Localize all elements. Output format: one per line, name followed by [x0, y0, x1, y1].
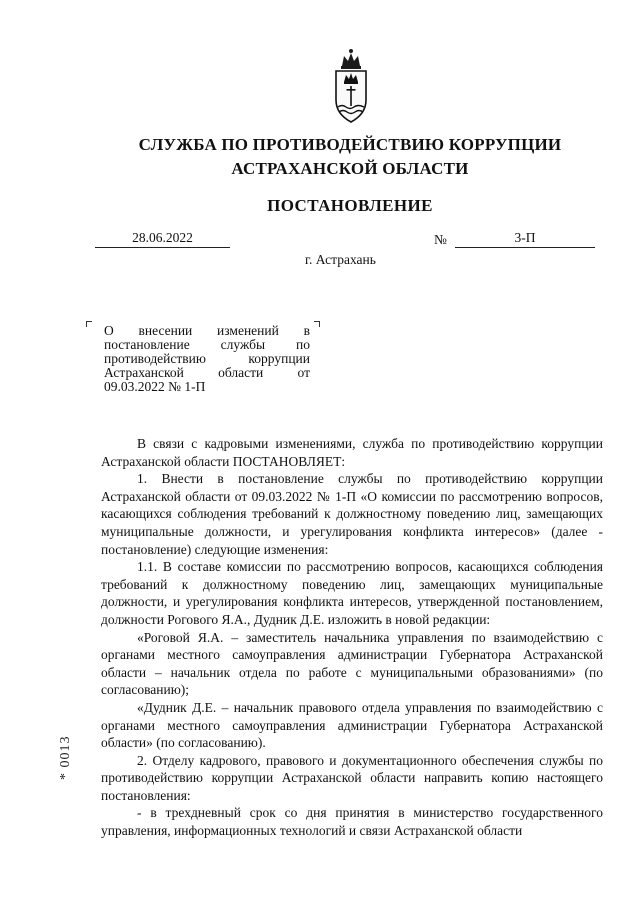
organization-title-line2: АСТРАХАНСКОЙ ОБЛАСТИ: [231, 159, 469, 178]
coat-of-arms-icon: [328, 48, 374, 126]
number-sign: №: [434, 232, 447, 247]
organization-title: [90, 133, 610, 181]
document-date: 28.06.2022: [95, 230, 230, 248]
document-type-heading: ПОСТАНОВЛЕНИЕ: [267, 196, 433, 215]
document-city: г. Астрахань: [305, 252, 376, 267]
body-paragraph: 2. Отделу кадрового, правового и документационного обеспечения службы по противодействию коррупции Астраханской области направить копию настоящего постановления:: [101, 752, 603, 803]
body-paragraph: - в трехдневный срок со дня принятия в министерство государственного управления, информационных технологий и связи Астраханской области: [101, 805, 603, 839]
document-subject: О внесении изменений в постановление службы по противодействию коррупции Астраханской области от 09.03.2022 № 1-П: [104, 323, 310, 394]
document-number: 3-П: [455, 230, 595, 248]
registration-stamp: * 0013: [58, 735, 73, 780]
body-paragraph: «Роговой Я.А. – заместитель начальника управления по взаимодействию с органами местного самоуправления администрации Губернатора Астраханской области – начальник отдела по работе с муниципальными образованиями» (по согласованию);: [101, 629, 603, 698]
organization-title-line1: СЛУЖБА ПО ПРОТИВОДЕЙСТВИЮ КОРРУПЦИИ: [138, 135, 562, 154]
body-paragraph: «Дудник Д.Е. – начальник правового отдела управления по взаимодействию с органами местного самоуправления администрации Губернатора Астраханской области» (по согласованию).: [101, 699, 603, 751]
body-paragraph: 1.1. В составе комиссии по рассмотрению вопросов, касающихся соблюдения требований к должностному поведению лиц, замещающих муниципальные должности, и урегулирования конфликта интересов, утвержденной постановлением, должности Рогового Я.А., Дудник Д.Е. изложить в новой редакции:: [101, 559, 603, 627]
subject-bracket-left: [86, 321, 92, 327]
body-paragraph: 1. Внести в постановление службы по противодействию коррупции Астраханской области от 09.03.2022 № 1-П «О комиссии по рассмотрению вопросов, касающихся соблюдения требований к должностному поведению лиц, замещающих муниципальные должности, и урегулирования конфликта интересов» (далее - постановление) следующие изменения:: [101, 471, 603, 557]
document-body: [101, 435, 603, 840]
body-paragraph: В связи с кадровыми изменениями, служба по противодействию коррупции Астраханской области ПОСТАНОВЛЯЕТ:: [101, 436, 603, 469]
subject-bracket-right: [314, 321, 320, 327]
